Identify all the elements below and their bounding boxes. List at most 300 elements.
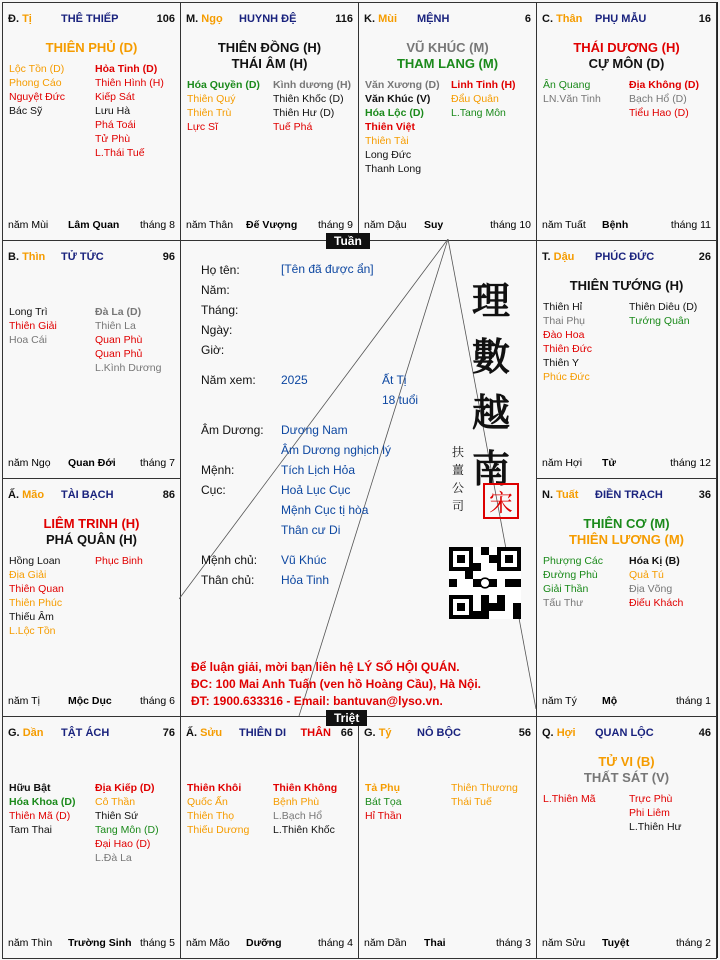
minor-star: Phượng Các [543, 555, 604, 567]
minor-star: Thiên Hỉ [543, 301, 583, 313]
minor-stars-left [543, 300, 592, 384]
minor-star: L.Đà La [95, 852, 132, 864]
palace-year: năm Tuất [542, 219, 586, 231]
small-char: 薑 [451, 463, 464, 477]
main-star: THIÊN ĐỒNG (H) [217, 40, 322, 55]
minor-star: Đại Hao (D) [95, 838, 151, 850]
label-view-year: Năm xem: [201, 373, 256, 387]
main-stars [537, 40, 716, 72]
palace-header [186, 13, 353, 27]
palace-footer [186, 219, 353, 232]
contact-phone-email[interactable]: ĐT: 1900.633316 - Email: bantuvan@lyso.vn. [191, 694, 443, 708]
minor-stars-left [9, 62, 65, 118]
minor-star: Ân Quang [543, 79, 591, 91]
palace-stem: M. Ngọ [186, 13, 223, 25]
main-stars [537, 754, 716, 786]
minor-star: Thiên Trù [187, 107, 232, 119]
minor-star: Văn Xương (D) [365, 79, 440, 91]
palace-tuat[interactable] [536, 478, 717, 717]
palace-stage: Suy [424, 219, 444, 231]
minor-star: Thiên Thương [451, 782, 518, 794]
palace-footer [186, 937, 353, 950]
palace-branch: Mão [22, 489, 45, 501]
palace-number: 86 [162, 489, 175, 501]
minor-star: Tang Môn (D) [95, 824, 159, 836]
main-stars [537, 516, 716, 548]
value-age: 18 tuổi [382, 393, 419, 407]
palace-month: tháng 3 [495, 937, 531, 949]
palace-month: tháng 6 [139, 695, 175, 707]
main-star: THIÊN PHỦ (D) [45, 40, 138, 55]
palace-stem: Ấ. Mão [8, 489, 45, 501]
minor-star: Bạch Hổ (D) [629, 93, 687, 105]
palace-mao[interactable] [2, 478, 181, 717]
minor-star: Phá Toái [95, 119, 136, 131]
palace-year: năm Mão [186, 937, 230, 949]
palace-stem: Q. Hợi [542, 727, 576, 739]
minor-star: Thiên Diêu (D) [629, 301, 698, 313]
palace-header [542, 13, 711, 27]
palace-footer [8, 457, 175, 470]
palace-year: năm Dậu [364, 219, 407, 231]
minor-star: L.Lộc Tồn [9, 625, 56, 637]
palace-month: tháng 5 [139, 937, 175, 949]
palace-suu[interactable] [180, 716, 359, 959]
palace-number: 66 [340, 727, 353, 739]
palace-stem: B. Thìn [8, 251, 46, 263]
minor-star: Đẩu Quân [451, 93, 499, 105]
palace-header [542, 251, 711, 265]
value-cuc: Hoả Lục Cục [281, 483, 351, 497]
minor-stars-left [9, 554, 64, 638]
main-star: THÁI ÂM (H) [231, 56, 308, 71]
label-day: Ngày: [201, 323, 233, 337]
value-view-year: 2025 [281, 373, 308, 387]
palace-header [8, 489, 175, 503]
minor-star: Thiên Y [543, 357, 579, 369]
label-hour: Giờ: [201, 343, 225, 357]
minor-star: Hóa Khoa (D) [9, 796, 76, 808]
minor-star: Thiên Quan [9, 583, 64, 595]
palace-year: năm Thìn [8, 937, 53, 949]
label-cuc: Cục: [201, 483, 226, 497]
minor-star: Tướng Quân [629, 315, 690, 327]
minor-star: Địa Võng [629, 583, 673, 595]
label-menh-chu: Mệnh chủ: [201, 553, 258, 567]
label-menh: Mệnh: [201, 463, 235, 477]
palace-name: PHỤ MẪU [595, 13, 647, 25]
minor-stars-left [543, 78, 601, 106]
palace-number: 46 [698, 727, 711, 739]
palace-footer [542, 457, 711, 470]
palace-number: 106 [156, 13, 175, 25]
palace-number: 36 [698, 489, 711, 501]
palace-year: năm Mùi [8, 219, 49, 231]
minor-star: Thiên Không [273, 782, 338, 794]
minor-star: Hóa Kị (B) [629, 555, 680, 567]
palace-branch: Hợi [556, 727, 576, 739]
palace-number: 56 [518, 727, 531, 739]
palace-stem: Ấ. Sửu [186, 727, 223, 739]
palace-name: TẬT ÁCH [61, 727, 110, 739]
minor-star: Tả Phụ [365, 782, 401, 794]
palace-year: năm Thân [186, 219, 234, 231]
label-month: Tháng: [201, 303, 239, 317]
palace-footer [8, 695, 175, 708]
palace-stem: G. Dần [8, 727, 44, 739]
palace-stage: Tuyệt [602, 937, 630, 949]
minor-star: Đà La (D) [95, 306, 142, 318]
tuan-marker: Tuần [326, 233, 370, 249]
minor-stars-right [629, 554, 683, 610]
minor-star: Thiên Giải [9, 320, 57, 332]
palace-stem: T. Dậu [542, 251, 575, 263]
palace-name: NÔ BỘC [417, 727, 461, 739]
palace-header [8, 727, 175, 741]
minor-star: Thiếu Âm [9, 611, 54, 623]
palace-name: QUAN LỘC [595, 727, 654, 739]
value-amduong-note: Âm Dương nghịch lý [281, 443, 391, 457]
main-stars [359, 40, 536, 72]
minor-star: Hoa Cái [9, 334, 47, 346]
minor-stars-right [629, 300, 697, 328]
small-char: 公 [451, 481, 464, 495]
calligraphy-char: 南 [471, 446, 510, 491]
minor-star: Giải Thần [543, 583, 589, 595]
minor-star: Thiên Phúc [9, 597, 63, 609]
palace-ty[interactable] [358, 716, 537, 959]
contact-address: ĐC: 100 Mai Anh Tuấn (ven hồ Hoàng Cầu), Hà Nội. [191, 677, 482, 691]
palace-month: tháng 12 [670, 457, 711, 469]
minor-stars-left [365, 78, 440, 176]
palace-number: 26 [698, 251, 711, 263]
palace-branch: Sửu [200, 727, 223, 739]
palace-number: 76 [162, 727, 175, 739]
minor-star: Hồng Loan [9, 555, 61, 567]
minor-star: Hóa Lộc (D) [365, 107, 424, 119]
palace-branch: Ngọ [201, 13, 223, 25]
palace-stage: Mộc Dục [68, 695, 112, 707]
minor-star: Hỉ Thần [365, 810, 402, 822]
calligraphy-char: 理 [471, 278, 510, 323]
main-star: THẤT SÁT (V) [583, 770, 670, 785]
minor-stars-left [187, 781, 249, 837]
main-star: PHÁ QUÂN (H) [46, 532, 137, 547]
main-stars [3, 516, 180, 548]
minor-star: Bệnh Phù [273, 796, 320, 808]
minor-star: Hữu Bật [9, 782, 51, 794]
main-star: CỰ MÔN (D) [588, 56, 665, 71]
minor-star: Thái Tuế [451, 796, 492, 808]
minor-star: Quả Tú [629, 569, 664, 581]
palace-stage: Dưỡng [246, 937, 282, 949]
minor-star: Phục Binh [95, 555, 143, 567]
palace-stage: Quan Đới [68, 457, 116, 469]
palace-stage: Trường Sinh [68, 937, 132, 949]
minor-star: Tam Thai [9, 824, 52, 836]
palace-number: 116 [335, 13, 353, 25]
minor-stars-left [543, 554, 603, 610]
palace-stem: Đ. Tị [8, 13, 32, 25]
minor-star: Thiên Mã (D) [9, 810, 71, 822]
small-char: 扶 [451, 445, 464, 459]
minor-star: L.Thiên Mã [543, 793, 596, 805]
minor-stars-left [9, 781, 76, 837]
value-menh: Tích Lịch Hỏa [281, 463, 356, 477]
minor-star: Thiên Hư (D) [273, 107, 335, 119]
palace-name: PHÚC ĐỨC [595, 251, 655, 263]
main-star: THIÊN LƯƠNG (M) [568, 532, 685, 547]
calligraphy-title [469, 273, 513, 497]
value-name: [Tên đã được ẩn] [281, 262, 374, 276]
minor-star: Thiên Đức [543, 343, 593, 355]
value-cuc-note1: Mệnh Cục tị hòa [281, 503, 369, 517]
minor-star: Thanh Long [365, 163, 422, 175]
palace-name: TÀI BẠCH [61, 489, 114, 501]
palace-number: 6 [524, 13, 531, 25]
minor-stars-right [95, 305, 161, 375]
minor-star: Cô Thần [95, 796, 136, 808]
minor-stars-right [629, 792, 682, 834]
minor-star: Đào Hoa [543, 329, 585, 341]
value-canchi: Ất Tị [382, 373, 407, 387]
palace-footer [364, 219, 531, 232]
minor-star: Phi Liêm [629, 807, 670, 819]
triet-marker: Triệt [326, 710, 367, 726]
small-char: 司 [451, 499, 464, 513]
minor-star: Tiểu Hao (D) [629, 107, 689, 119]
palace-branch: Tý [378, 727, 392, 739]
minor-star: Thiếu Dương [187, 824, 250, 836]
minor-star: Bát Tọa [365, 796, 402, 808]
small-calligraphy [451, 443, 465, 515]
palace-dan[interactable] [2, 716, 181, 959]
palace-month: tháng 1 [675, 695, 711, 707]
palace-header [8, 13, 175, 27]
main-stars [181, 40, 358, 72]
palace-thin[interactable] [2, 240, 181, 479]
palace-stage: Đế Vượng [246, 219, 298, 231]
main-star: THIÊN CƠ (M) [583, 516, 670, 531]
palace-stem: G. Tý [364, 727, 392, 739]
minor-star: Văn Khúc (V) [365, 93, 431, 105]
value-cuc-note2: Thân cư Di [281, 523, 341, 537]
palace-month: tháng 11 [670, 219, 711, 231]
palace-footer [542, 219, 711, 232]
minor-star: Linh Tinh (H) [451, 79, 516, 91]
palace-header [364, 13, 531, 27]
palace-year: năm Sửu [542, 937, 586, 949]
minor-star: Thiên Thọ [187, 810, 235, 822]
minor-stars-right [451, 781, 518, 809]
qr-code-image[interactable] [449, 547, 521, 619]
minor-star: Quan Phù [95, 334, 143, 346]
main-star: LIÊM TRINH (H) [43, 516, 140, 531]
minor-star: L.Thiên Hư [629, 821, 682, 833]
minor-star: Thiên Khốc (D) [273, 93, 344, 105]
palace-header [542, 489, 711, 503]
center-info-panel [179, 239, 536, 716]
minor-star: Kình dương (H) [273, 79, 352, 91]
palace-footer [8, 219, 175, 232]
minor-star: L.Thiên Khốc [273, 824, 335, 836]
palace-hoi[interactable] [536, 716, 717, 959]
palace-header [186, 727, 353, 741]
palace-stage: Tử [602, 457, 617, 469]
minor-stars-right [273, 78, 351, 134]
palace-number: 96 [162, 251, 175, 263]
minor-star: Thiên Sứ [95, 810, 139, 822]
minor-star: Thiên La [95, 320, 136, 332]
minor-star: Tử Phù [95, 133, 131, 145]
minor-star: Phúc Đức [543, 371, 590, 383]
palace-branch: Dậu [553, 251, 575, 263]
than-tag: THÂN [300, 727, 331, 739]
minor-stars-right [95, 62, 164, 160]
minor-stars-right [451, 78, 516, 120]
palace-year: năm Tị [8, 695, 40, 707]
label-amduong: Âm Dương: [201, 423, 264, 437]
minor-star: Thiên Quý [187, 93, 236, 105]
main-star: VŨ KHÚC (M) [406, 40, 489, 55]
minor-star: Kiếp Sát [95, 91, 135, 103]
minor-star: Lực Sĩ [187, 121, 218, 133]
calligraphy-char: 越 [471, 390, 510, 435]
palace-stage: Bệnh [602, 219, 629, 231]
minor-star: Lưu Hà [95, 105, 131, 117]
palace-branch: Mùi [378, 13, 398, 25]
minor-star: Long Trì [9, 306, 48, 318]
palace-year: năm Dần [364, 937, 407, 949]
minor-star: Thai Phụ [543, 315, 586, 327]
minor-star: Quan Phủ [95, 348, 143, 360]
palace-header [364, 727, 531, 741]
label-name: Họ tên: [201, 263, 240, 277]
palace-name: TỬ TỨC [61, 251, 104, 263]
minor-star: L.Tang Môn [451, 107, 506, 119]
palace-month: tháng 8 [139, 219, 175, 231]
palace-ngo[interactable] [180, 2, 359, 241]
palace-month: tháng 10 [490, 219, 531, 231]
minor-star: Quốc Ấn [187, 796, 228, 808]
palace-than[interactable] [536, 2, 717, 241]
palace-branch: Tị [22, 13, 32, 25]
main-star: TỬ VI (B) [598, 754, 655, 769]
palace-ti[interactable] [2, 2, 181, 241]
palace-month: tháng 4 [317, 937, 353, 949]
value-amduong: Dương Nam [281, 423, 348, 437]
minor-star: L.Kình Dương [95, 362, 162, 374]
main-star: THIÊN TƯỚNG (H) [569, 278, 684, 293]
minor-star: Lộc Tồn (D) [9, 63, 65, 75]
minor-stars-left [187, 78, 260, 134]
minor-star: Phong Cáo [9, 77, 62, 89]
minor-stars-right [273, 781, 337, 837]
palace-branch: Thìn [22, 251, 46, 263]
minor-star: Hóa Quyền (D) [187, 79, 260, 91]
value-than-chu: Hỏa Tinh [281, 573, 330, 587]
label-year: Năm: [201, 283, 230, 297]
palace-stem: C. Thân [542, 13, 583, 25]
palace-branch: Tuất [556, 489, 579, 501]
palace-year: năm Hợi [542, 457, 583, 469]
minor-stars-left [365, 781, 402, 823]
palace-name: ĐIỀN TRẠCH [595, 489, 663, 501]
minor-star: Địa Không (D) [629, 79, 699, 91]
minor-stars-right [629, 78, 699, 120]
minor-star: Thiên Việt [365, 121, 415, 133]
minor-star: Đường Phù [543, 569, 598, 581]
minor-star: Tuế Phá [273, 121, 313, 133]
palace-branch: Thân [556, 13, 583, 25]
minor-star: Bác Sỹ [9, 105, 43, 117]
palace-stage: Lâm Quan [68, 219, 120, 231]
palace-mui[interactable] [358, 2, 537, 241]
minor-stars-left [543, 792, 596, 806]
minor-star: L.Thái Tuế [95, 147, 145, 159]
palace-branch: Dần [22, 727, 44, 739]
palace-dau[interactable] [536, 240, 717, 479]
minor-star: Tấu Thư [543, 597, 584, 609]
main-stars [3, 40, 180, 56]
minor-stars-right [95, 781, 159, 865]
palace-name: THIÊN DI [239, 727, 287, 739]
main-stars [537, 278, 716, 294]
minor-star: LN.Văn Tinh [543, 93, 601, 105]
palace-month: tháng 9 [317, 219, 353, 231]
palace-stage: Thai [424, 937, 446, 949]
palace-year: năm Tý [542, 695, 577, 707]
palace-stage: Mộ [602, 695, 618, 707]
minor-star: Long Đức [365, 149, 412, 161]
minor-star: L.Bạch Hổ [273, 810, 323, 822]
minor-star: Điếu Khách [629, 597, 684, 609]
minor-star: Trực Phù [629, 793, 673, 805]
palace-number: 16 [698, 13, 711, 25]
main-star: THAM LANG (M) [396, 56, 499, 71]
contact-line-1: Để luận giải, mời bạn liên hệ LÝ SỐ HỘI QUÁN. [191, 660, 460, 674]
palace-stem: K. Mùi [364, 13, 398, 25]
minor-star: Địa Kiếp (D) [95, 782, 155, 794]
palace-month: tháng 2 [675, 937, 711, 949]
palace-name: THÊ THIẾP [61, 13, 119, 25]
palace-footer [542, 695, 711, 708]
minor-star: Địa Giải [9, 569, 47, 581]
minor-star: Thiên Khôi [187, 782, 242, 794]
palace-year: năm Ngọ [8, 457, 51, 469]
palace-stem: N. Tuất [542, 489, 579, 501]
palace-footer [542, 937, 711, 950]
minor-star: Hỏa Tinh (D) [95, 63, 158, 75]
palace-name: MỆNH [417, 13, 450, 25]
red-seal-stamp: 宋 [483, 483, 519, 519]
minor-star: Thiên Tài [365, 135, 409, 147]
palace-footer [8, 937, 175, 950]
minor-stars-right [95, 554, 143, 568]
palace-name: HUYNH ĐỆ [239, 13, 297, 25]
minor-star: Thiên Hình (H) [95, 77, 164, 89]
calligraphy-char: 數 [471, 334, 510, 379]
minor-star: Nguyệt Đức [9, 91, 66, 103]
value-menh-chu: Vũ Khúc [281, 553, 327, 567]
palace-footer [364, 937, 531, 950]
palace-header [542, 727, 711, 741]
label-than-chu: Thân chủ: [201, 573, 255, 587]
main-star: THÁI DƯƠNG (H) [573, 40, 680, 55]
palace-month: tháng 7 [139, 457, 175, 469]
palace-header [8, 251, 175, 265]
minor-stars-left [9, 305, 57, 347]
